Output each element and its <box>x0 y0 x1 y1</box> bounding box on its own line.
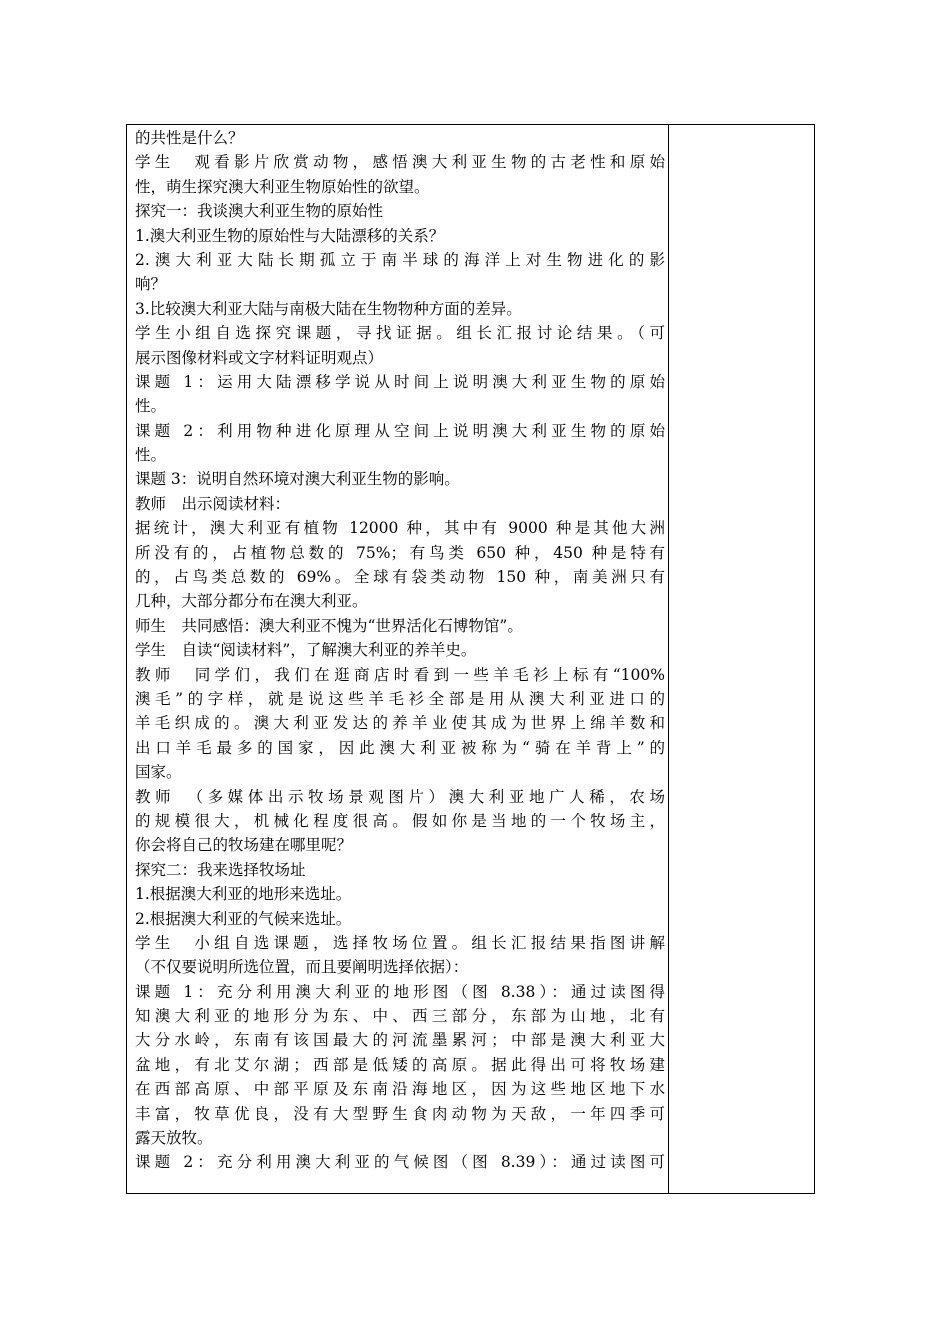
text-line: 性。 <box>135 446 167 465</box>
text-line: 课题 2：利用物种进化原理从空间上说明澳大利亚生物的原始 <box>135 421 665 440</box>
text-line: 学生 小组自选课题，选择牧场位置。组长汇报结果指图讲解 <box>135 933 665 952</box>
text-line: 所没有的，占植物总数的 75%；有鸟类 650 种，450 种是特有 <box>135 543 665 562</box>
text-line: （不仅要说明所选位置，而且要阐明选择依据）： <box>135 958 469 977</box>
notes-cell <box>669 125 814 1193</box>
text-line: 据统计，澳大利亚有植物 12000 种，其中有 9000 种是其他大洲 <box>135 519 665 538</box>
text-line: 2.根据澳大利亚的气候来选址。 <box>135 909 352 928</box>
text-line: 教师 （多媒体出示牧场景观图片）澳大利亚地广人稀，农场 <box>135 787 665 806</box>
text-line: 探究二：我来选择牧场址 <box>135 860 306 879</box>
text-line: 学生小组自选探究课题，寻找证据。组长汇报讨论结果。（可 <box>135 324 665 343</box>
text-line: 3.比较澳大利亚大陆与南极大陆在生物物种方面的差异。 <box>135 299 522 318</box>
text-line: 课题 2：充分利用澳大利亚的气候图（图 8.39）：通过读图可 <box>135 1153 665 1172</box>
text-line: 课题 1：运用大陆漂移学说从时间上说明澳大利亚生物的原始 <box>135 372 665 391</box>
text-line: 几种，大部分都分布在澳大利亚。 <box>135 592 368 611</box>
text-line: 探究一：我谈澳大利亚生物的原始性 <box>135 202 384 221</box>
text-line: 性，萌生探究澳大利亚生物原始性的欲望。 <box>135 177 430 196</box>
text-line: 知澳大利亚的地形分为东、中、西三部分，东部为山地，北有 <box>135 1007 665 1026</box>
text-line: 盆地，有北艾尔湖；西部是低矮的高原。据此得出可将牧场建 <box>135 1055 665 1074</box>
text-line: 响？ <box>135 275 167 294</box>
text-line: 国家。 <box>135 763 182 782</box>
text-line: 羊毛织成的。澳大利亚发达的养羊业使其成为世界上绵羊数和 <box>135 714 665 733</box>
text-line: 你会将自己的牧场建在哪里呢？ <box>135 836 353 855</box>
text-line: 性。 <box>135 397 167 416</box>
text-line: 展示图像材料或文字材料证明观点） <box>135 348 384 367</box>
text-line: 在西部高原、中部平原及东南沿海地区，因为这些地区地下水 <box>135 1080 665 1099</box>
text-line: 露天放牧。 <box>135 1129 213 1148</box>
lesson-content-cell <box>135 126 665 1175</box>
text-line: 的，占鸟类总数的 69%。全球有袋类动物 150 种，南美洲只有 <box>135 568 665 587</box>
text-line: 1.根据澳大利亚的地形来选址。 <box>135 885 352 904</box>
text-line: 出口羊毛最多的国家，因此澳大利亚被称为“骑在羊背上”的 <box>135 738 665 757</box>
text-line: 澳毛”的字样，就是说这些羊毛衫全部是用从澳大利亚进口的 <box>135 689 665 708</box>
text-line: 课题 1：充分利用澳大利亚的地形图（图 8.38）：通过读图得 <box>135 982 665 1001</box>
text-line: 教师 出示阅读材料： <box>135 494 291 513</box>
text-line: 课题 3：说明自然环境对澳大利亚生物的影响。 <box>135 470 460 489</box>
text-line: 大分水岭，东南有该国最大的河流墨累河；中部是澳大利亚大 <box>135 1031 665 1050</box>
text-line: 2.澳大利亚大陆长期孤立于南半球的海洋上对生物进化的影 <box>135 250 665 269</box>
text-line: 1.澳大利亚生物的原始性与大陆漂移的关系？ <box>135 226 445 245</box>
text-line: 学生 自读“阅读材料”，了解澳大利亚的养羊史。 <box>135 641 477 660</box>
text-line: 学生 观看影片欣赏动物，感悟澳大利亚生物的古老性和原始 <box>135 153 665 172</box>
text-line: 丰富，牧草优良，没有大型野生食肉动物为天敌，一年四季可 <box>135 1104 665 1123</box>
text-line: 的规模很大，机械化程度很高。假如你是当地的一个牧场主， <box>135 811 665 830</box>
text-line: 的共性是什么？ <box>135 129 244 147</box>
text-line: 师生 共同感悟：澳大利亚不愧为“世界活化石博物馆”。 <box>135 616 523 635</box>
text-line: 教师 同学们，我们在逛商店时看到一些羊毛衫上标有“100% <box>135 665 665 684</box>
